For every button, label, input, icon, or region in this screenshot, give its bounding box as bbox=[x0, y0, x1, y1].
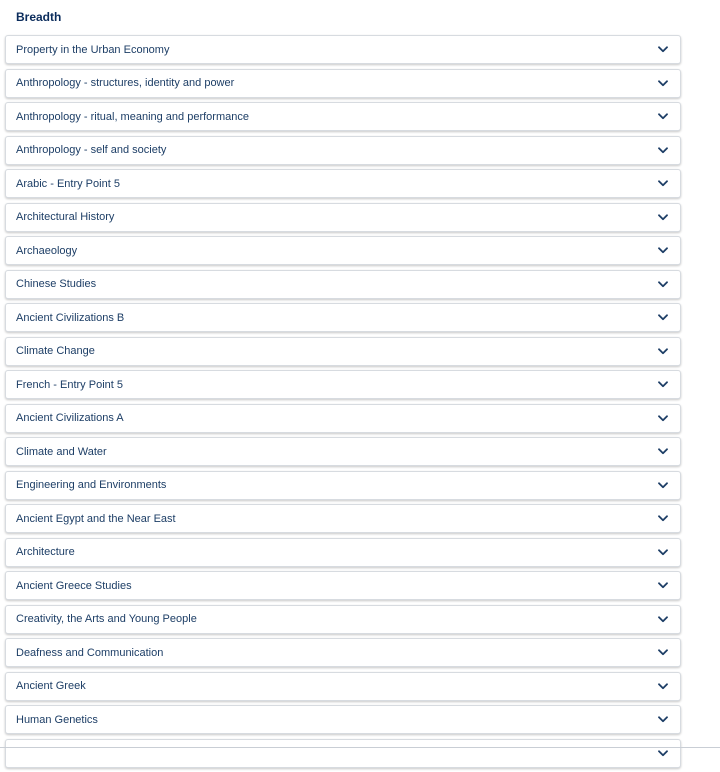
course-title: Anthropology - ritual, meaning and performance bbox=[16, 110, 249, 123]
chevron-down-icon[interactable] bbox=[658, 45, 668, 55]
course-accordion-item[interactable] bbox=[5, 203, 681, 232]
course-accordion-item[interactable] bbox=[5, 35, 681, 64]
course-title: Ancient Civilizations B bbox=[16, 311, 125, 324]
section-heading: Breadth bbox=[16, 10, 62, 24]
chevron-down-icon[interactable] bbox=[658, 480, 668, 490]
course-title: Archaeology bbox=[16, 244, 78, 257]
course-accordion-item[interactable] bbox=[5, 739, 681, 768]
course-accordion-item[interactable] bbox=[5, 538, 681, 567]
course-title: Ancient Egypt and the Near East bbox=[16, 512, 176, 525]
course-accordion-item[interactable] bbox=[5, 169, 681, 198]
chevron-down-icon[interactable] bbox=[658, 614, 668, 624]
chevron-down-icon[interactable] bbox=[658, 581, 668, 591]
course-accordion-item[interactable] bbox=[5, 337, 681, 366]
course-accordion-item[interactable] bbox=[5, 69, 681, 98]
chevron-down-icon[interactable] bbox=[658, 447, 668, 457]
chevron-down-icon[interactable] bbox=[658, 112, 668, 122]
course-title: Property in the Urban Economy bbox=[16, 43, 170, 56]
course-title: French - Entry Point 5 bbox=[16, 378, 123, 391]
course-title: Architectural History bbox=[16, 211, 115, 223]
course-accordion-item[interactable] bbox=[5, 571, 681, 600]
course-title: Anthropology - self and society bbox=[16, 144, 167, 156]
chevron-down-icon[interactable] bbox=[658, 78, 668, 88]
course-title: Chinese Studies bbox=[16, 278, 97, 290]
chevron-down-icon[interactable] bbox=[658, 313, 668, 323]
course-accordion-item[interactable] bbox=[5, 504, 681, 533]
chevron-down-icon[interactable] bbox=[658, 246, 668, 256]
course-title: Ancient Greek bbox=[16, 680, 86, 692]
course-accordion-item[interactable] bbox=[5, 136, 681, 165]
course-accordion-item[interactable] bbox=[5, 404, 681, 433]
course-accordion-item[interactable] bbox=[5, 236, 681, 265]
course-title: Engineering and Environments bbox=[16, 479, 167, 491]
breadth-course-list bbox=[5, 35, 681, 772]
chevron-down-icon[interactable] bbox=[658, 413, 668, 423]
course-title: Architecture bbox=[16, 546, 75, 558]
course-accordion-item[interactable] bbox=[5, 437, 681, 466]
chevron-down-icon[interactable] bbox=[658, 380, 668, 390]
course-accordion-item[interactable] bbox=[5, 303, 681, 332]
chevron-down-icon[interactable] bbox=[658, 279, 668, 289]
chevron-down-icon[interactable] bbox=[658, 547, 668, 557]
chevron-down-icon[interactable] bbox=[658, 715, 668, 725]
course-title: Arabic - Entry Point 5 bbox=[16, 177, 120, 190]
chevron-down-icon[interactable] bbox=[658, 145, 668, 155]
course-accordion-item[interactable] bbox=[5, 270, 681, 299]
chevron-down-icon[interactable] bbox=[658, 648, 668, 658]
chevron-down-icon[interactable] bbox=[658, 179, 668, 189]
chevron-down-icon[interactable] bbox=[658, 346, 668, 356]
course-accordion-item[interactable] bbox=[5, 605, 681, 634]
course-title: Ancient Greece Studies bbox=[16, 579, 132, 592]
page-bottom-divider bbox=[0, 747, 720, 748]
course-title: Ancient Civilizations A bbox=[16, 412, 124, 424]
course-title: Climate and Water bbox=[16, 445, 107, 458]
course-title: Climate Change bbox=[16, 345, 95, 357]
course-title: Anthropology - structures, identity and power bbox=[16, 77, 235, 89]
course-title: Creativity, the Arts and Young People bbox=[16, 613, 197, 625]
course-accordion-item[interactable] bbox=[5, 370, 681, 399]
chevron-down-icon[interactable] bbox=[658, 212, 668, 222]
chevron-down-icon[interactable] bbox=[658, 514, 668, 524]
course-accordion-item[interactable] bbox=[5, 638, 681, 667]
course-title: Deafness and Communication bbox=[16, 646, 164, 659]
chevron-down-icon[interactable] bbox=[658, 681, 668, 691]
course-accordion-item[interactable] bbox=[5, 672, 681, 701]
course-title: Human Genetics bbox=[16, 713, 98, 726]
course-accordion-item[interactable] bbox=[5, 705, 681, 734]
course-accordion-item[interactable] bbox=[5, 102, 681, 131]
course-accordion-item[interactable] bbox=[5, 471, 681, 500]
